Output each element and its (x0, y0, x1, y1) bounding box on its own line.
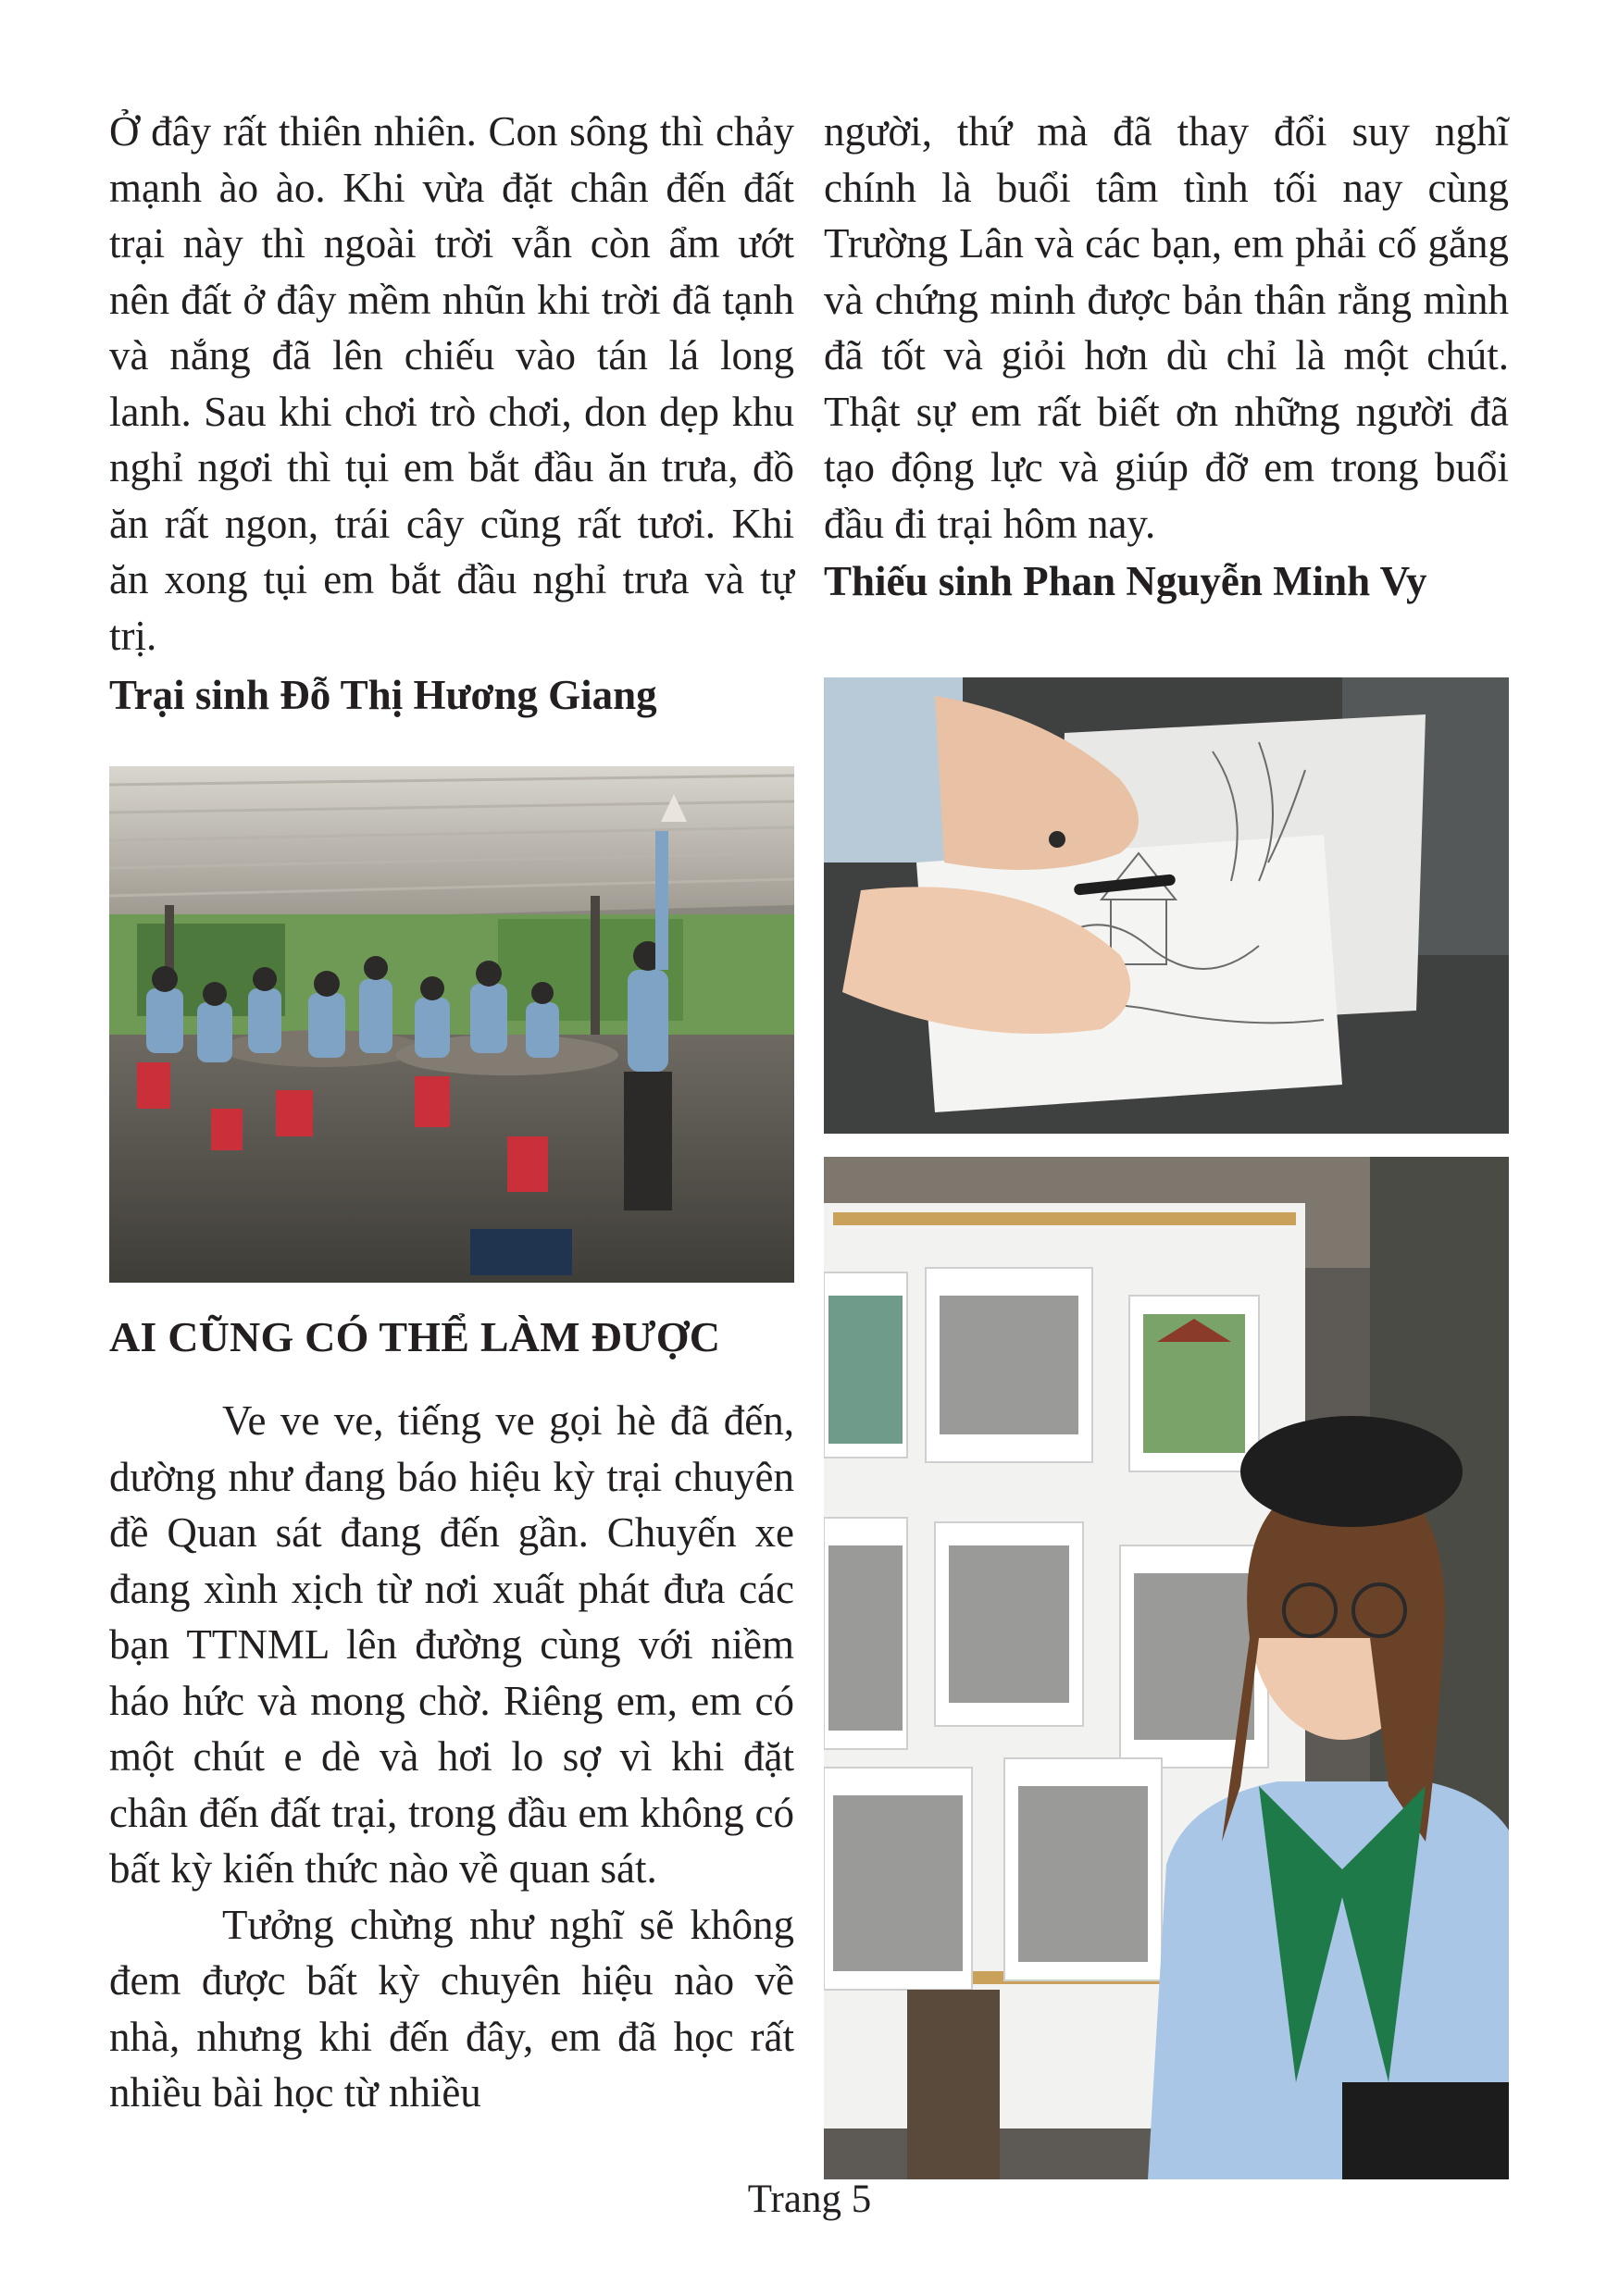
page-number: Trang 5 (747, 2178, 872, 2221)
article-paragraph-1: Ve ve ve, tiếng ve gọi hè đã đến, dường như đang báo hiệu kỳ trại chuyên đề Quan sát đang đến gần. Chuyến xe đang xình xịch từ nơi xuất phát đưa các bạn TTNML lên đường cùng với niềm háo hức và mong chờ. Riêng em, em có một chút e dè và hơi lo sợ vì khi đặt chân đến đất trại, trong đầu em không có bất kỳ kiến thức nào về quan sát. (109, 1397, 794, 1892)
article-paragraph-2: Tưởng chừng như nghĩ sẽ không đem được bất kỳ chuyên hiệu nào về nhà, nhưng khi đến đây, em đã học rất nhiều bài học từ nhiều (109, 1901, 794, 2116)
article-section (109, 1312, 794, 2121)
right-column-top (824, 104, 1509, 609)
exhibition-photo (824, 1157, 1509, 2179)
campers-pavilion-photo (109, 766, 794, 1283)
article-heading: AI CŨNG CÓ THỂ LÀM ĐƯỢC (109, 1313, 721, 1360)
left-signature: Trại sinh Đỗ Thị Hương Giang (109, 672, 657, 718)
right-paragraph-1: người, thứ mà đã thay đổi suy nghĩ chính là buổi tâm tình tối nay cùng Trường Lân và các bạn, em phải cố gắng và chứng minh được bản thân rằng mình đã tốt và giỏi hơn dù chỉ là một chút. Thật sự em rất biết ơn những người đã tạo động lực và giúp đỡ em trong buổi đầu đi trại hôm nay. (824, 108, 1509, 547)
left-paragraph-1: Ở đây rất thiên nhiên. Con sông thì chảy mạnh ào ào. Khi vừa đặt chân đến đất trại này thì ngoài trời vẫn còn ẩm ướt nên đất ở đây mềm nhũn khi trời đã tạnh và nắng đã lên chiếu vào tán lá long lanh. Sau khi chơi trò chơi, don dẹp khu nghỉ ngơi thì tụi em bắt đầu ăn trưa, đồ ăn rất ngon, trái cây cũng rất tươi. Khi ăn xong tụi em bắt đầu nghỉ trưa và tự trị. (109, 108, 794, 659)
right-signature: Thiếu sinh Phan Nguyễn Minh Vy (824, 558, 1427, 604)
left-column-top (109, 104, 794, 723)
sketching-hand-photo (824, 677, 1509, 1134)
